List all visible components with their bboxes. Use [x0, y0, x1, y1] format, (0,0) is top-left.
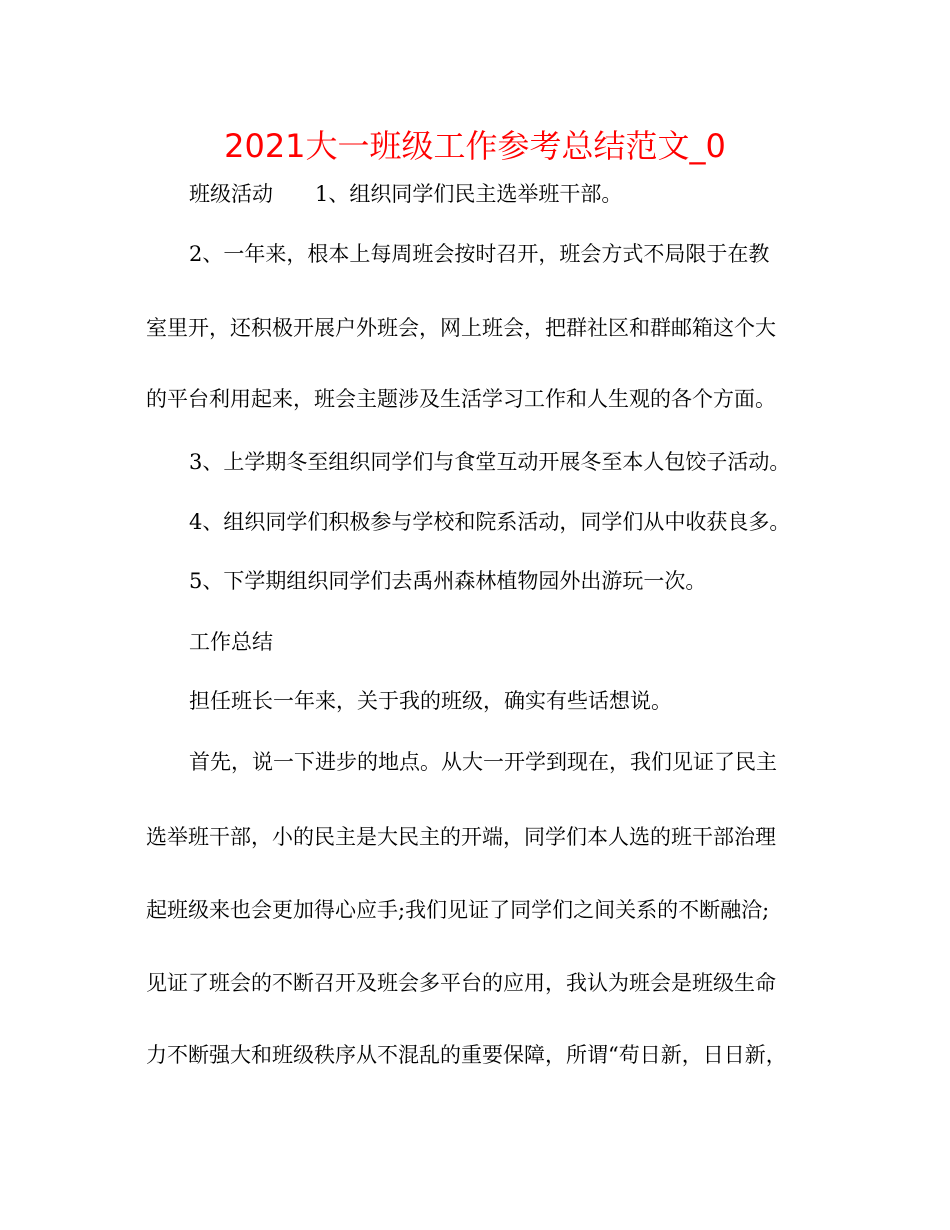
paragraph-line: 5、下学期组织同学们去禹州森林植物园外出游玩一次。	[189, 569, 707, 593]
activity-item-1: 1、组织同学们民主选举班干部。	[315, 182, 623, 206]
paragraph-line: 的平台利用起来，班会主题涉及生活学习工作和人生观的各个方面。	[146, 387, 776, 411]
paragraph-line: 见证了班会的不断召开及班会多平台的应用，我认为班会是班级生命	[146, 971, 776, 995]
document-title: 2021大一班级工作参考总结范文_0	[224, 127, 726, 165]
paragraph-line: 3、上学期冬至组织同学们与食堂互动开展冬至本人包饺子活动。	[189, 450, 791, 474]
section-heading-work-summary: 工作总结	[189, 630, 273, 654]
paragraph-line: 担任班长一年来，关于我的班级，确实有些话想说。	[189, 689, 672, 713]
paragraph-line: 2、一年来，根本上每周班会按时召开，班会方式不局限于在教	[189, 242, 770, 266]
paragraph-line: 选举班干部，小的民主是大民主的开端，同学们本人选的班干部治理	[146, 825, 776, 849]
paragraph-line: 起班级来也会更加得心应手;我们见证了同学们之间关系的不断融洽;	[146, 898, 770, 922]
paragraph-line: 室里开，还积极开展户外班会，网上班会，把群社区和群邮箱这个大	[146, 316, 776, 340]
paragraph-line: 首先，说一下进步的地点。从大一开学到现在，我们见证了民主	[189, 750, 777, 774]
paragraph-line: 力不断强大和班级秩序从不混乱的重要保障，所谓“苟日新，日日新，	[146, 1043, 787, 1067]
paragraph-line	[189, 179, 622, 209]
section-heading-class-activities: 班级活动	[189, 182, 273, 206]
paragraph-line: 4、组织同学们积极参与学校和院系活动，同学们从中收获良多。	[189, 510, 791, 534]
